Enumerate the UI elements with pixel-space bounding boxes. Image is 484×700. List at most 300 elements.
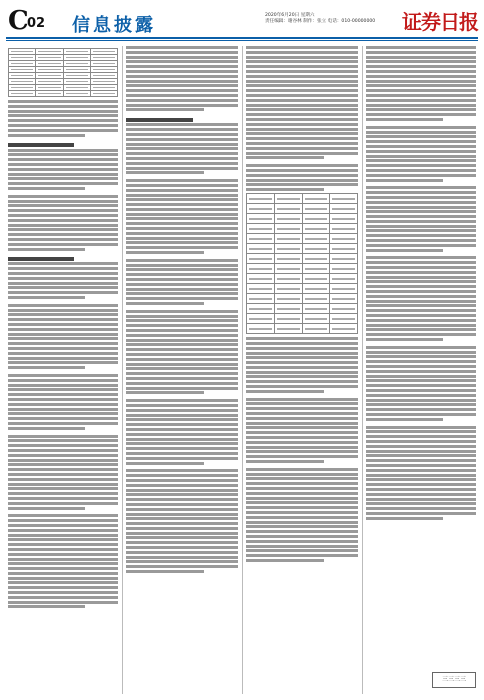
text-line bbox=[126, 479, 238, 482]
text-line bbox=[246, 497, 358, 500]
cell-text bbox=[305, 238, 328, 240]
text-line bbox=[246, 80, 358, 83]
text-line bbox=[246, 436, 358, 439]
cell-text bbox=[305, 258, 328, 260]
text-line bbox=[126, 241, 238, 244]
table-cell bbox=[274, 224, 302, 234]
cell-text bbox=[249, 208, 272, 210]
text-line bbox=[246, 94, 358, 97]
cell-text bbox=[11, 57, 33, 59]
table-cell bbox=[274, 204, 302, 214]
table-cell bbox=[302, 224, 330, 234]
text-line bbox=[366, 244, 476, 247]
table-cell bbox=[247, 194, 275, 204]
text-line bbox=[8, 384, 118, 387]
text-line bbox=[8, 333, 118, 336]
text-line bbox=[246, 51, 358, 54]
cell-text bbox=[332, 268, 355, 270]
text-line bbox=[126, 213, 238, 216]
text-line bbox=[8, 605, 85, 608]
text-line bbox=[126, 541, 238, 544]
cell-text bbox=[11, 81, 33, 83]
text-line bbox=[366, 84, 476, 87]
text-column-2 bbox=[126, 46, 238, 694]
text-line bbox=[366, 314, 476, 317]
cell-text bbox=[305, 318, 328, 320]
text-line bbox=[246, 441, 358, 444]
table-cell bbox=[330, 244, 358, 254]
column-divider bbox=[242, 46, 243, 694]
table-cell bbox=[247, 284, 275, 294]
text-line bbox=[366, 502, 476, 505]
table-cell bbox=[330, 204, 358, 214]
cell-text bbox=[277, 278, 300, 280]
text-column-4 bbox=[366, 46, 476, 694]
text-line bbox=[246, 549, 358, 552]
text-line bbox=[126, 268, 238, 271]
text-line bbox=[8, 444, 118, 447]
cell-text bbox=[332, 218, 355, 220]
table-cell bbox=[90, 91, 117, 97]
cell-text bbox=[332, 318, 355, 320]
text-line bbox=[366, 408, 476, 411]
text-line bbox=[366, 351, 476, 354]
text-line bbox=[246, 366, 358, 369]
text-line bbox=[366, 493, 476, 496]
text-line bbox=[126, 387, 238, 390]
cell-text bbox=[332, 208, 355, 210]
text-line bbox=[8, 110, 118, 113]
text-line bbox=[126, 75, 238, 78]
text-line bbox=[8, 105, 118, 108]
table-cell bbox=[302, 264, 330, 274]
table-cell bbox=[274, 264, 302, 274]
text-line bbox=[8, 149, 118, 152]
text-line bbox=[246, 525, 358, 528]
text-line bbox=[126, 462, 204, 465]
text-line bbox=[366, 454, 476, 457]
cell-text bbox=[93, 87, 115, 89]
cell-text bbox=[93, 93, 115, 95]
text-line bbox=[246, 521, 358, 524]
text-line bbox=[366, 196, 476, 199]
text-line bbox=[366, 75, 476, 78]
text-line bbox=[8, 534, 118, 537]
header-rule-thin bbox=[6, 40, 478, 41]
table-row bbox=[247, 274, 358, 284]
text-line bbox=[366, 169, 476, 172]
text-line bbox=[246, 540, 358, 543]
text-line bbox=[246, 118, 358, 121]
text-line bbox=[8, 342, 118, 345]
cell-text bbox=[11, 93, 33, 95]
text-line bbox=[126, 232, 238, 235]
text-line bbox=[8, 497, 118, 500]
text-line bbox=[126, 334, 238, 337]
text-line bbox=[246, 99, 358, 102]
text-line bbox=[126, 503, 238, 506]
text-line bbox=[8, 214, 118, 217]
text-line bbox=[126, 237, 238, 240]
table-cell bbox=[330, 304, 358, 314]
text-column-3 bbox=[246, 46, 358, 694]
cell-text bbox=[305, 228, 328, 230]
text-line bbox=[246, 56, 358, 59]
cell-text bbox=[277, 298, 300, 300]
text-line bbox=[8, 357, 118, 360]
text-line bbox=[8, 272, 118, 275]
cell-text bbox=[38, 51, 60, 53]
text-line bbox=[366, 99, 476, 102]
text-line bbox=[126, 147, 238, 150]
text-line bbox=[126, 171, 204, 174]
text-line bbox=[366, 304, 476, 307]
text-line bbox=[126, 46, 238, 49]
text-line bbox=[126, 184, 238, 187]
cell-text bbox=[305, 288, 328, 290]
text-line bbox=[8, 558, 118, 561]
text-line bbox=[246, 156, 324, 159]
text-line bbox=[8, 224, 118, 227]
text-line bbox=[126, 108, 204, 111]
text-line bbox=[246, 426, 358, 429]
table-cell bbox=[330, 254, 358, 264]
text-line bbox=[246, 142, 358, 145]
text-line bbox=[246, 402, 358, 405]
text-line bbox=[8, 177, 118, 180]
text-line bbox=[8, 143, 74, 146]
text-line bbox=[366, 46, 476, 49]
text-line bbox=[246, 554, 358, 557]
text-line bbox=[366, 512, 476, 515]
table-cell bbox=[302, 214, 330, 224]
text-line bbox=[126, 570, 204, 573]
text-line bbox=[126, 363, 238, 366]
text-line bbox=[126, 310, 238, 313]
cell-text bbox=[249, 268, 272, 270]
text-line bbox=[246, 174, 358, 177]
cell-text bbox=[277, 248, 300, 250]
cell-text bbox=[332, 298, 355, 300]
text-line bbox=[246, 352, 358, 355]
text-line bbox=[8, 393, 118, 396]
text-line bbox=[126, 536, 238, 539]
text-line bbox=[8, 519, 118, 522]
text-line bbox=[126, 319, 238, 322]
text-line bbox=[246, 385, 358, 388]
text-line bbox=[8, 507, 85, 510]
text-line bbox=[366, 94, 476, 97]
text-line bbox=[366, 394, 476, 397]
cell-text bbox=[11, 75, 33, 77]
text-line bbox=[126, 517, 238, 520]
cell-text bbox=[66, 87, 88, 89]
text-line bbox=[8, 538, 118, 541]
text-line bbox=[8, 168, 118, 171]
table-row bbox=[247, 204, 358, 214]
text-line bbox=[366, 145, 476, 148]
cell-text bbox=[305, 198, 328, 200]
text-line bbox=[246, 347, 358, 350]
text-line bbox=[8, 238, 118, 241]
cell-text bbox=[277, 318, 300, 320]
table-cell bbox=[302, 324, 330, 334]
text-line bbox=[126, 208, 238, 211]
text-line bbox=[366, 338, 443, 341]
text-line bbox=[246, 516, 358, 519]
corner-stamp: 三三三三 bbox=[432, 672, 476, 688]
text-line bbox=[8, 388, 118, 391]
text-line bbox=[8, 374, 118, 377]
text-line bbox=[8, 309, 118, 312]
cell-text bbox=[11, 69, 33, 71]
text-line bbox=[126, 167, 238, 170]
text-line bbox=[8, 366, 85, 369]
cell-text bbox=[305, 298, 328, 300]
text-line bbox=[366, 206, 476, 209]
table-cell bbox=[330, 224, 358, 234]
text-line bbox=[8, 468, 118, 471]
text-line bbox=[126, 157, 238, 160]
text-line bbox=[366, 51, 476, 54]
cell-text bbox=[66, 75, 88, 77]
table-cell bbox=[247, 324, 275, 334]
text-line bbox=[126, 452, 238, 455]
text-line bbox=[366, 210, 476, 213]
text-line bbox=[366, 113, 476, 116]
text-line bbox=[126, 217, 238, 220]
text-line bbox=[8, 296, 85, 299]
table-cell bbox=[274, 294, 302, 304]
text-line bbox=[366, 498, 476, 501]
text-line bbox=[366, 346, 476, 349]
text-line bbox=[126, 329, 238, 332]
column-divider bbox=[122, 46, 123, 694]
text-line bbox=[8, 412, 118, 415]
text-line bbox=[366, 399, 476, 402]
text-line bbox=[246, 559, 324, 562]
text-line bbox=[246, 375, 358, 378]
text-line bbox=[366, 191, 476, 194]
text-line bbox=[366, 131, 476, 134]
text-line bbox=[366, 225, 476, 228]
cell-text bbox=[305, 248, 328, 250]
text-line bbox=[8, 422, 118, 425]
text-line bbox=[246, 460, 324, 463]
text-line bbox=[366, 186, 476, 189]
text-line bbox=[126, 99, 238, 102]
table-cell bbox=[274, 284, 302, 294]
text-line bbox=[366, 65, 476, 68]
cell-text bbox=[332, 308, 355, 310]
table-cell bbox=[330, 274, 358, 284]
text-line bbox=[8, 548, 118, 551]
table-row bbox=[9, 91, 118, 97]
text-line bbox=[366, 413, 476, 416]
table-cell bbox=[302, 254, 330, 264]
cell-text bbox=[249, 238, 272, 240]
text-line bbox=[246, 390, 324, 393]
text-line bbox=[126, 118, 193, 121]
text-line bbox=[366, 271, 476, 274]
text-line bbox=[8, 204, 118, 207]
text-line bbox=[8, 398, 118, 401]
text-line bbox=[366, 285, 476, 288]
text-line bbox=[366, 104, 476, 107]
text-line bbox=[246, 492, 358, 495]
data-table bbox=[246, 193, 358, 334]
table-cell bbox=[247, 254, 275, 264]
text-line bbox=[126, 391, 204, 394]
text-line bbox=[126, 273, 238, 276]
cell-text bbox=[277, 268, 300, 270]
text-line bbox=[366, 507, 476, 510]
text-line bbox=[246, 487, 358, 490]
text-line bbox=[126, 246, 238, 249]
text-line bbox=[126, 143, 238, 146]
text-line bbox=[8, 173, 118, 176]
text-line bbox=[8, 524, 118, 527]
cell-text bbox=[277, 218, 300, 220]
text-line bbox=[366, 249, 443, 252]
text-line bbox=[366, 370, 476, 373]
text-line bbox=[366, 89, 476, 92]
text-line bbox=[126, 423, 238, 426]
cell-text bbox=[277, 208, 300, 210]
table-cell bbox=[274, 314, 302, 324]
paragraph-gap bbox=[8, 252, 118, 255]
text-line bbox=[126, 409, 238, 412]
text-line bbox=[8, 328, 118, 331]
text-line bbox=[8, 200, 118, 203]
text-line bbox=[126, 348, 238, 351]
text-line bbox=[126, 433, 238, 436]
text-line bbox=[8, 601, 118, 604]
table-cell bbox=[274, 304, 302, 314]
text-line bbox=[366, 261, 476, 264]
text-line bbox=[246, 446, 358, 449]
table-row bbox=[247, 234, 358, 244]
text-line bbox=[126, 532, 238, 535]
text-line bbox=[126, 457, 238, 460]
cell-text bbox=[249, 218, 272, 220]
table-cell bbox=[330, 214, 358, 224]
text-line bbox=[366, 360, 476, 363]
text-line bbox=[246, 468, 358, 471]
text-line bbox=[366, 118, 443, 121]
text-line bbox=[366, 220, 476, 223]
table-row bbox=[247, 314, 358, 324]
text-line bbox=[8, 187, 85, 190]
text-line bbox=[246, 89, 358, 92]
cell-text bbox=[332, 328, 355, 330]
cell-text bbox=[249, 198, 272, 200]
text-line bbox=[126, 152, 238, 155]
text-line bbox=[8, 591, 118, 594]
text-line bbox=[126, 382, 238, 385]
text-line bbox=[126, 288, 238, 291]
cell-text bbox=[305, 328, 328, 330]
text-column-1 bbox=[8, 46, 118, 694]
text-line bbox=[366, 478, 476, 481]
text-line bbox=[126, 551, 238, 554]
table-cell bbox=[247, 244, 275, 254]
text-line bbox=[366, 445, 476, 448]
cell-text bbox=[249, 248, 272, 250]
text-line bbox=[366, 159, 476, 162]
text-line bbox=[246, 361, 358, 364]
text-line bbox=[8, 361, 118, 364]
cell-text bbox=[93, 63, 115, 65]
text-line bbox=[126, 367, 238, 370]
text-line bbox=[366, 290, 476, 293]
text-line bbox=[366, 375, 476, 378]
text-line bbox=[8, 277, 118, 280]
text-line bbox=[126, 80, 238, 83]
text-line bbox=[8, 262, 118, 265]
text-line bbox=[246, 128, 358, 131]
table-cell bbox=[274, 214, 302, 224]
table-cell bbox=[274, 194, 302, 204]
text-line bbox=[8, 182, 118, 185]
text-line bbox=[8, 403, 118, 406]
text-line bbox=[8, 158, 118, 161]
table-row bbox=[247, 284, 358, 294]
text-line bbox=[366, 483, 476, 486]
cell-text bbox=[38, 75, 60, 77]
cell-text bbox=[93, 81, 115, 83]
text-line bbox=[246, 417, 358, 420]
text-line bbox=[8, 562, 118, 565]
column-divider bbox=[362, 46, 363, 694]
cell-text bbox=[277, 308, 300, 310]
text-line bbox=[8, 100, 118, 103]
table-cell bbox=[302, 294, 330, 304]
text-line bbox=[246, 501, 358, 504]
text-line bbox=[366, 215, 476, 218]
table-cell bbox=[302, 274, 330, 284]
cell-text bbox=[38, 69, 60, 71]
text-line bbox=[246, 60, 358, 63]
text-line bbox=[8, 114, 118, 117]
table-cell bbox=[247, 304, 275, 314]
text-line bbox=[246, 482, 358, 485]
text-line bbox=[126, 556, 238, 559]
cell-text bbox=[305, 278, 328, 280]
table-cell bbox=[330, 324, 358, 334]
table-cell bbox=[330, 264, 358, 274]
text-line bbox=[246, 137, 358, 140]
text-line bbox=[126, 428, 238, 431]
text-line bbox=[366, 276, 476, 279]
text-line bbox=[366, 295, 476, 298]
text-line bbox=[246, 371, 358, 374]
text-line bbox=[126, 133, 238, 136]
cell-text bbox=[277, 228, 300, 230]
text-line bbox=[8, 586, 118, 589]
cell-text bbox=[332, 228, 355, 230]
text-line bbox=[126, 438, 238, 441]
text-line bbox=[246, 75, 358, 78]
text-line bbox=[8, 337, 118, 340]
text-line bbox=[366, 135, 476, 138]
text-line bbox=[366, 174, 476, 177]
newspaper-logo: 证券日报 bbox=[402, 10, 478, 34]
text-line bbox=[126, 222, 238, 225]
text-line bbox=[246, 179, 358, 182]
text-line bbox=[8, 553, 118, 556]
text-line bbox=[366, 56, 476, 59]
